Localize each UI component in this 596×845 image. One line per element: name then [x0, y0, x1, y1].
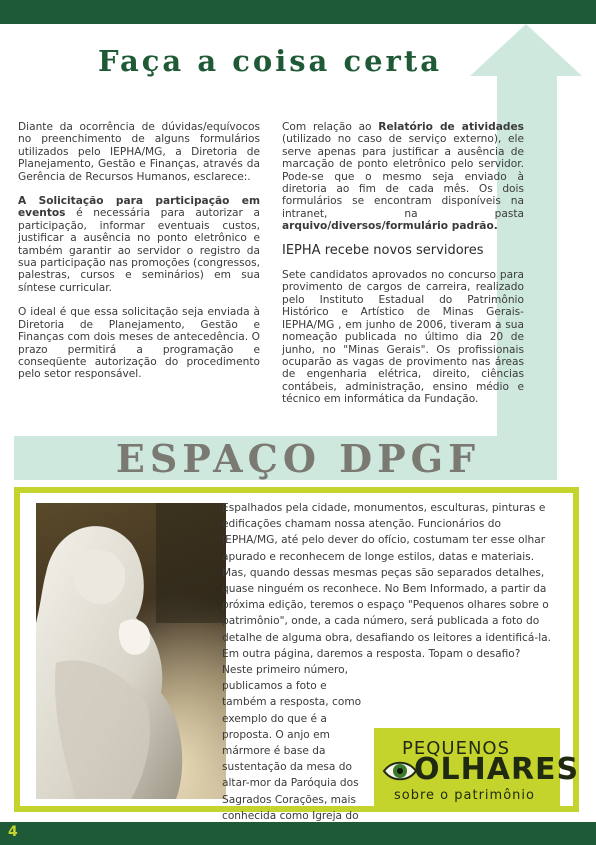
bottom-bar: [0, 822, 596, 845]
right-paragraph-1: [282, 121, 524, 233]
pequenos-olhares-badge: [374, 728, 580, 808]
right-paragraph-1-start: Com relação ao: [282, 121, 379, 133]
badge-bottom-text: sobre o patrimônio: [394, 788, 535, 803]
feature-paragraph-1: Espalhados pela cidade, monumentos, esculturas, pinturas e edificações chamam nossa atenção. Funcionários do IEPHA/MG, até pelo dever do ofício, costumam ter esse olhar apurado e reconhecem de longe estilos, datas e materiais. Mas, quando dessas mesmas peças são separados detalhes, quase ninguém os reconhece. No Bem Informado, a partir da próxima edição, teremos o espaço "Pequenos olhares sobre o patrimônio", onde, a cada número, será publicada a foto do detalhe de alguma obra, desafiando os leitores a identificá-la. Em outra página, daremos a resposta. Topam o desafio?: [222, 502, 551, 660]
right-column: [282, 121, 524, 418]
left-paragraph-3: O ideal é que essa solicitação seja enviada à Diretoria de Planejamento, Gestão e Finanças com dois meses de antecedência. O prazo permitirá a programação e conseqüente autorização do procedimento pelo setor responsável.: [18, 306, 260, 381]
page-title: Faça a coisa certa: [97, 44, 443, 78]
right-paragraph-1-bold2: arquivo/diversos/formulário padrão.: [282, 220, 498, 233]
angel-sculpture-image: [36, 503, 226, 799]
right-paragraph-1-mid: (utilizado no caso de serviço externo), ele serve apenas para justificar a ausência de marcação de ponto eletrônico pelo servidor. Pode-se que o mesmo seja enviado à diretoria ao fim de cada mês. Os dois formulários se encontram disponíveis na intranet, na pasta: [282, 133, 524, 220]
left-paragraph-2-rest: é necessária para autorizar a participação, informar eventuais custos, justificar a ausência no ponto eletrônico e também garantir ao servidor o registro da sua participação nas promoções (congressos, palestras, cursos e seminários) em sua síntese curricular.: [18, 207, 260, 294]
left-column: [18, 121, 260, 393]
top-bar: [0, 0, 596, 24]
left-paragraph-1: Diante da ocorrência de dúvidas/equívocos no preenchimento de alguns formulários utilizados pelo IEPHA/MG, a Diretoria de Planejamento, Gestão e Finanças, através da Gerência de Recursos Humanos, esclarece:.: [18, 121, 260, 183]
subheading-new-servants: IEPHA recebe novos servidores: [282, 242, 484, 258]
right-paragraph-1-bold: Relatório de atividades: [378, 121, 524, 133]
left-paragraph-2: [18, 195, 260, 294]
left-paragraph-2-bold: A Solicitação para participação em eventos: [18, 195, 260, 220]
page-number: 4: [8, 824, 18, 840]
badge-main-text: OLHARES: [414, 752, 580, 787]
section-title: ESPAÇO DPGF: [115, 436, 481, 481]
eye-icon: [382, 758, 418, 784]
badge-top-text: PEQUENOS: [402, 738, 511, 759]
feature-paragraph-2: Neste primeiro número, publicamos a foto e também a resposta, como exemplo do que é a proposta. O anjo em mármore é base da sustentação da mesa do altar-mor da Paróquia dos Sagrados Corações, mais conhecida como Igreja do: [222, 664, 362, 822]
angel-sculpture-photo: [36, 503, 226, 799]
right-paragraph-2: Sete candidatos aprovados no concurso para provimento de cargos de carreira, realizado pelo Instituto Estadual do Patrimônio Histórico e Artístico de Minas Gerais- IEPHA/MG , em junho de 2006, tiveram a sua nomeação publicada no último dia 20 de junho, no "Minas Gerais". Os profissionais ocuparão as vagas de provimento nas áreas de engenharia elétrica, direito, ciências contábeis, administração, ensino médio e técnico em informática da Fundação.: [282, 269, 524, 406]
